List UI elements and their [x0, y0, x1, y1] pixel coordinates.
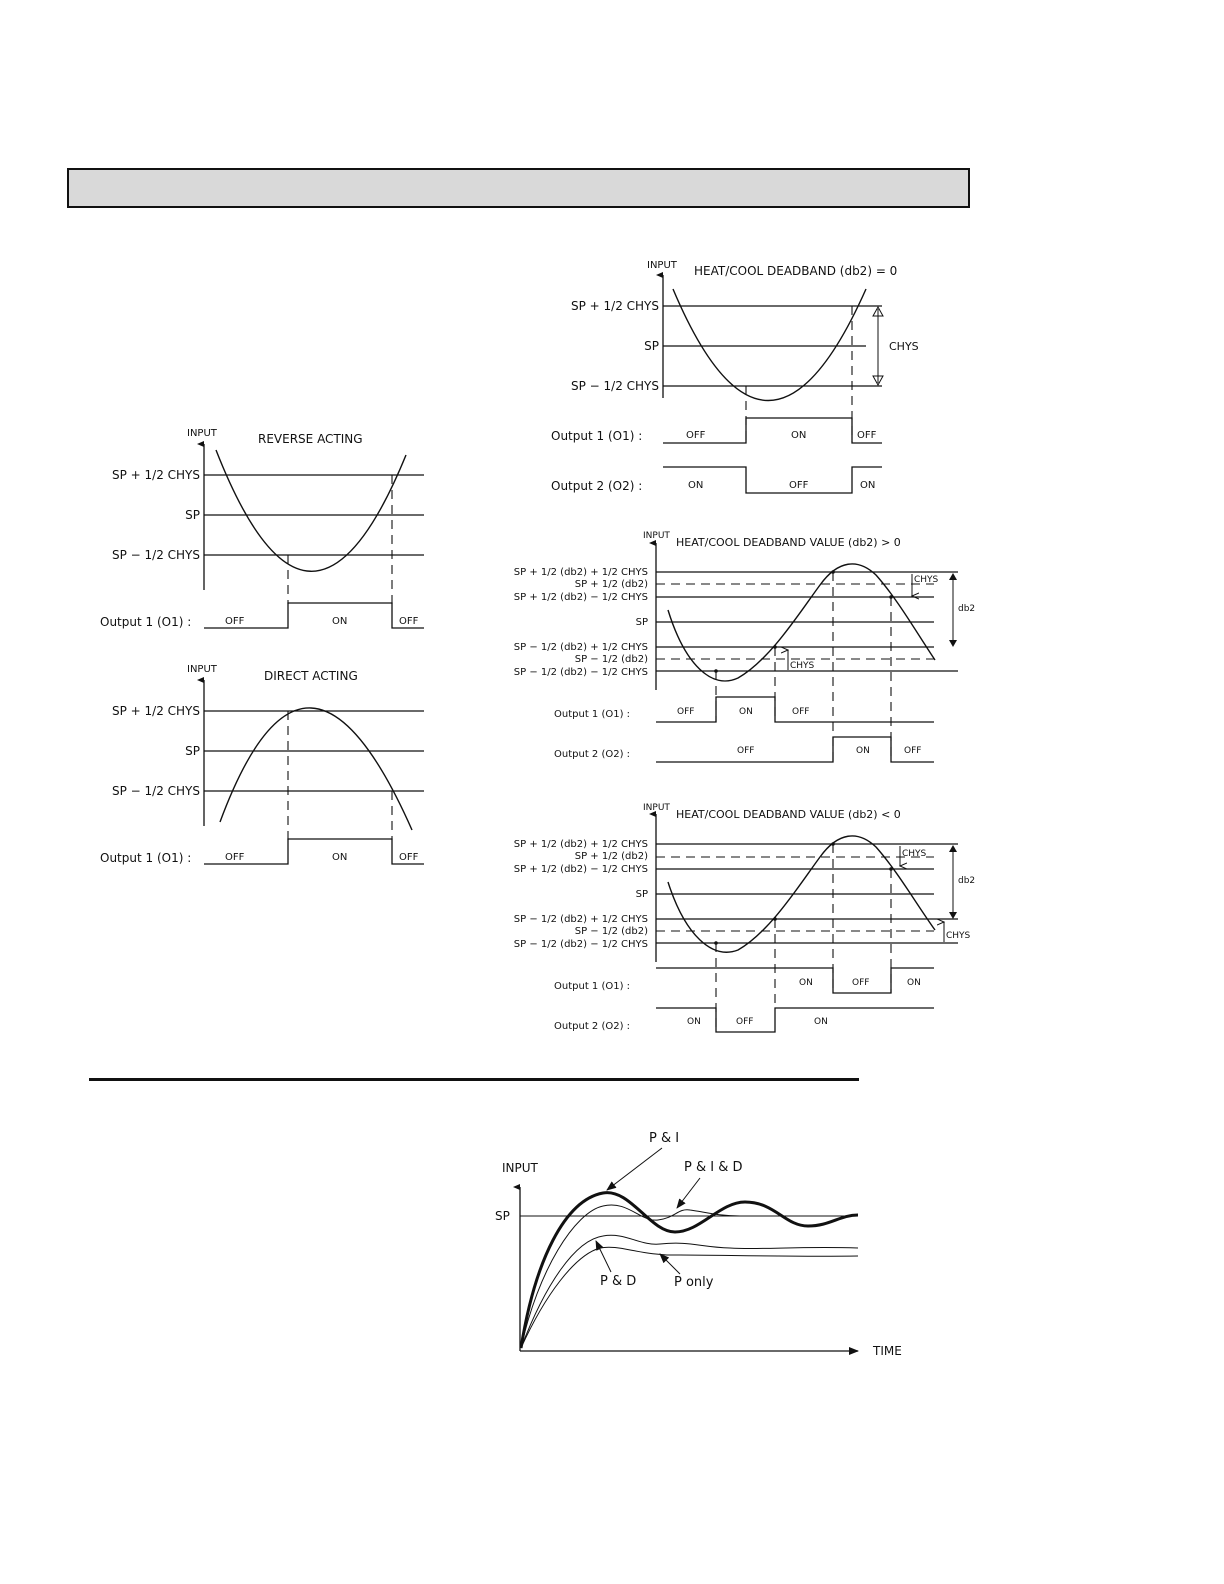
pid-label-pid: P & I & D: [684, 1160, 743, 1175]
svg-text:OFF: OFF: [737, 746, 755, 756]
svg-text:SP + 1/2 (db2) − 1/2 CHYS: SP + 1/2 (db2) − 1/2 CHYS: [513, 864, 648, 875]
svg-text:SP + 1/2 CHYS: SP + 1/2 CHYS: [570, 299, 659, 313]
svg-text:OFF: OFF: [736, 1017, 754, 1027]
direct-output1-label: Output 1 (O1) :: [100, 851, 192, 865]
svg-text:ON: ON: [860, 480, 876, 491]
svg-text:OFF: OFF: [789, 480, 809, 491]
pid-curve-pd: [521, 1235, 858, 1348]
svg-text:CHYS: CHYS: [902, 849, 927, 859]
deadband-positive-db2-label: db2: [958, 604, 976, 614]
direct-acting-diagram: [100, 664, 424, 865]
svg-text:SP + 1/2 (db2): SP + 1/2 (db2): [574, 579, 648, 590]
direct-input-curve: [220, 708, 412, 830]
svg-text:OFF: OFF: [225, 852, 245, 863]
svg-text:OFF: OFF: [225, 616, 245, 627]
reverse-input-label: INPUT: [187, 428, 217, 439]
svg-text:OFF: OFF: [686, 430, 706, 441]
svg-text:SP + 1/2 (db2) + 1/2 CHYS: SP + 1/2 (db2) + 1/2 CHYS: [513, 567, 648, 578]
pid-xlabel: TIME: [873, 1344, 902, 1358]
svg-text:OFF: OFF: [852, 978, 870, 988]
reverse-input-curve: [216, 450, 406, 571]
deadband-zero-chys-label: CHYS: [889, 340, 919, 353]
svg-text:CHYS: CHYS: [946, 931, 971, 941]
pid-curve-p: [521, 1247, 858, 1348]
pid-ylabel: INPUT: [502, 1161, 538, 1175]
svg-text:SP + 1/2 (db2) − 1/2 CHYS: SP + 1/2 (db2) − 1/2 CHYS: [513, 592, 648, 603]
svg-text:INPUT: INPUT: [643, 531, 670, 541]
direct-title: DIRECT ACTING: [264, 669, 358, 683]
svg-text:Output 2 (O2) :: Output 2 (O2) :: [551, 479, 643, 493]
svg-text:SP: SP: [644, 339, 659, 353]
svg-text:ON: ON: [907, 978, 921, 988]
deadband-negative-title: HEAT/COOL DEADBAND VALUE (db2) < 0: [676, 808, 901, 821]
deadband-positive-title: HEAT/COOL DEADBAND VALUE (db2) > 0: [676, 536, 901, 549]
svg-text:SP − 1/2 (db2): SP − 1/2 (db2): [574, 654, 648, 665]
svg-text:SP + 1/2 (db2): SP + 1/2 (db2): [574, 851, 648, 862]
svg-text:OFF: OFF: [857, 430, 877, 441]
svg-text:SP: SP: [635, 889, 648, 900]
svg-text:ON: ON: [856, 746, 870, 756]
svg-text:SP − 1/2 (db2): SP − 1/2 (db2): [574, 926, 648, 937]
reverse-acting-diagram: [100, 428, 424, 629]
reverse-sp-label: SP: [185, 508, 200, 522]
svg-text:Output 1 (O1) :: Output 1 (O1) :: [554, 709, 631, 720]
svg-text:CHYS: CHYS: [914, 575, 939, 585]
svg-text:OFF: OFF: [399, 616, 419, 627]
svg-text:OFF: OFF: [677, 707, 695, 717]
svg-text:SP − 1/2 (db2) − 1/2 CHYS: SP − 1/2 (db2) − 1/2 CHYS: [513, 939, 648, 950]
svg-text:INPUT: INPUT: [647, 260, 677, 271]
svg-text:SP − 1/2 (db2) + 1/2 CHYS: SP − 1/2 (db2) + 1/2 CHYS: [513, 642, 648, 653]
svg-text:SP: SP: [185, 744, 200, 758]
pid-label-p: P only: [674, 1275, 714, 1290]
svg-text:CHYS: CHYS: [790, 661, 815, 671]
svg-text:SP + 1/2 CHYS: SP + 1/2 CHYS: [111, 704, 200, 718]
svg-text:ON: ON: [739, 707, 753, 717]
deadband-negative-output1-waveform: [656, 968, 934, 993]
svg-text:SP − 1/2 CHYS: SP − 1/2 CHYS: [570, 379, 659, 393]
reverse-sp-minus-label: SP − 1/2 CHYS: [111, 548, 200, 562]
svg-text:ON: ON: [688, 480, 704, 491]
deadband-zero-title: HEAT/COOL DEADBAND (db2) = 0: [694, 264, 898, 278]
deadband-positive-diagram: [514, 531, 975, 762]
svg-text:ON: ON: [814, 1017, 828, 1027]
direct-input-label: INPUT: [187, 664, 217, 675]
svg-text:OFF: OFF: [399, 852, 419, 863]
svg-text:OFF: OFF: [904, 746, 922, 756]
deadband-positive-output2-waveform: [656, 737, 934, 762]
pid-response-chart: [495, 1131, 902, 1358]
pid-label-pd: P & D: [600, 1274, 637, 1289]
svg-text:Output 2 (O2) :: Output 2 (O2) :: [554, 749, 631, 760]
svg-text:OFF: OFF: [792, 707, 810, 717]
svg-text:ON: ON: [332, 852, 348, 863]
reverse-title: REVERSE ACTING: [258, 432, 363, 446]
svg-text:Output 2 (O2) :: Output 2 (O2) :: [554, 1021, 631, 1032]
reverse-output1-label: Output 1 (O1) :: [100, 615, 192, 629]
pid-label-pi: P & I: [649, 1131, 680, 1146]
svg-text:SP − 1/2 (db2) − 1/2 CHYS: SP − 1/2 (db2) − 1/2 CHYS: [513, 667, 648, 678]
svg-text:ON: ON: [332, 616, 348, 627]
svg-text:Output 1 (O1) :: Output 1 (O1) :: [554, 981, 631, 992]
svg-text:SP: SP: [635, 617, 648, 628]
deadband-negative-diagram: [514, 803, 975, 1032]
pid-sp-label: SP: [495, 1209, 510, 1223]
svg-text:SP + 1/2 (db2) + 1/2 CHYS: SP + 1/2 (db2) + 1/2 CHYS: [513, 839, 648, 850]
deadband-zero-diagram: [551, 260, 919, 493]
svg-text:ON: ON: [799, 978, 813, 988]
svg-text:ON: ON: [687, 1017, 701, 1027]
svg-text:SP − 1/2 CHYS: SP − 1/2 CHYS: [111, 784, 200, 798]
deadband-negative-db2-label: db2: [958, 876, 976, 886]
svg-text:INPUT: INPUT: [643, 803, 670, 813]
svg-text:SP − 1/2 (db2) + 1/2 CHYS: SP − 1/2 (db2) + 1/2 CHYS: [513, 914, 648, 925]
svg-text:Output 1 (O1) :: Output 1 (O1) :: [551, 429, 643, 443]
svg-text:ON: ON: [791, 430, 807, 441]
reverse-sp-plus-label: SP + 1/2 CHYS: [111, 468, 200, 482]
